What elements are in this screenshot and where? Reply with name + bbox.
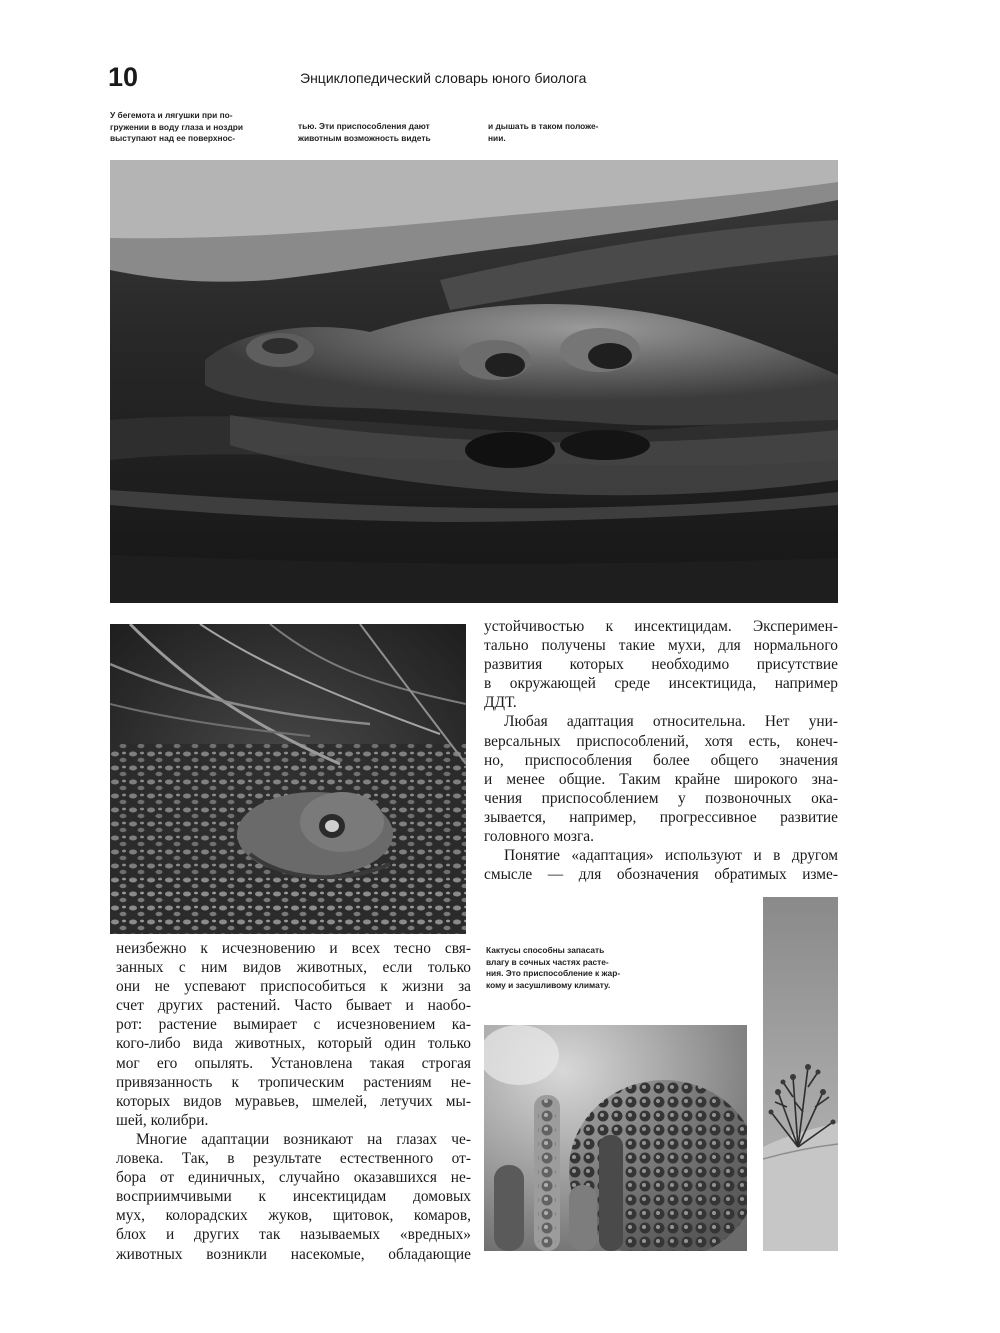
text-line: Многие адаптации возникают на глазах че- [136,1130,471,1148]
caption-line: животным возможность видеть [298,132,431,143]
text-line: устойчивостью к инсектицидам. Эксперимен- [484,618,838,635]
text-line: восприимчивыми к инсектицидам домовых [116,1188,471,1206]
caption-line: тью. Эти приспособления дают [298,121,430,131]
text-line: развития которых необходимо присутствие [484,656,838,674]
left-column-text [116,939,471,1264]
text-line: тально получены такие мухи, для нормального [484,637,838,655]
text-line: занных с ним видов животных, если только [116,959,471,977]
text-line: в окружающей среде инсектицида, например [484,675,838,693]
text-line: версальных приспособлений, хотя есть, конеч- [484,732,838,750]
hippo-caption-col2 [298,121,473,144]
right-column-text [484,617,838,884]
desert-shrub-photo [763,897,838,1251]
hippo-photo [110,160,838,603]
caption-line: нии. [488,132,506,143]
text-line: мог его опылять. Установлена такая строгая [116,1054,471,1072]
text-line: кого-либо вида животных, который один только [116,1035,471,1053]
text-line: Понятие «адаптация» используют и в другом [504,847,838,865]
hippo-caption-col3 [488,121,648,144]
text-line: рот: растение вымирает с исчезновением ка- [116,1016,471,1034]
text-line: и менее общие. Таким крайне широкого зна- [484,770,838,788]
text-line: шей, колибри. [116,1111,209,1129]
caption-line: кому и засушливому климату. [486,979,611,990]
text-line: неизбежно к исчезновению и всех тесно свя- [116,940,471,957]
text-line: но, приспособления более общего значения [484,751,838,769]
text-line: они не успевают приспособиться к жизни за [116,978,471,996]
text-line: которых видов муравьев, шмелей, летучих мы- [116,1092,471,1110]
text-line: блох и других так называемых «вредных» [116,1226,471,1244]
hippo-caption-col1 [110,110,280,145]
text-line: животных возникли насекомые, обладающие [116,1245,471,1263]
text-line: ловека. Так, в результате естественного от- [116,1150,471,1168]
caption-line: Кактусы способны запасать [486,945,605,955]
text-line: привязанность к тропическим растениям не- [116,1073,471,1091]
text-line: чения приспособлением у позвоночных ока- [484,789,838,807]
text-line: бора от единичных, случайно оказавшихся не- [116,1169,471,1187]
text-line: счет других растений. Часто бывает и наобо- [116,997,471,1015]
caption-line: влагу в сочных частях расте- [486,956,609,967]
frog-photo [110,624,466,934]
text-line: ДДТ. [484,694,517,712]
caption-line: и дышать в таком положе- [488,121,599,131]
text-line: смысле — для обозначения обратимых изме- [484,866,838,884]
caption-line: ния. Это приспособление к жар- [486,968,621,978]
caption-line: выступают над ее поверхнос- [110,133,236,143]
caption-line: гружении в воду глаза и ноздри [110,121,244,132]
caption-line: У бегемота и лягушки при по- [110,110,233,120]
cactus-caption [486,945,656,991]
text-line: Любая адаптация относительна. Нет уни- [504,713,838,731]
page-number: 10 [108,62,139,92]
text-line: мух, колорадских жуков, щитовок, комаров, [116,1207,471,1225]
text-line: головного мозга. [484,828,594,846]
running-title: Энциклопедический словарь юного биолога [300,70,587,86]
text-line: зывается, например, прогрессивное развитие [484,808,838,826]
cactus-photo [484,1025,747,1251]
